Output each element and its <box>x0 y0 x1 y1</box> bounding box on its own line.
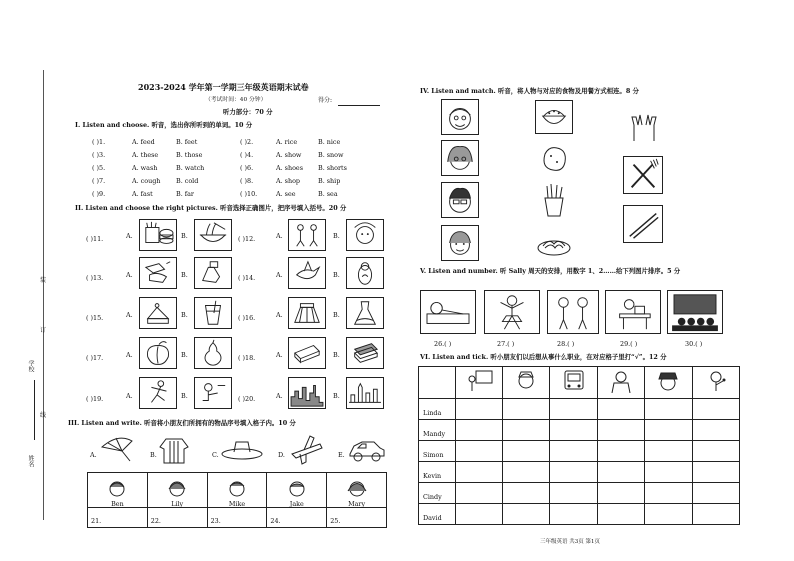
tick-cell[interactable] <box>597 504 644 525</box>
margin-seal-a: 学校 <box>27 360 34 372</box>
running-girl-image <box>139 377 177 409</box>
tick-cell[interactable] <box>645 420 692 441</box>
tick-cell[interactable] <box>503 483 550 504</box>
french-fries-image <box>535 182 573 218</box>
tick-cell[interactable] <box>597 441 644 462</box>
option-b-label: B. <box>333 271 340 279</box>
job-header-cell <box>645 367 692 399</box>
pear-image <box>194 337 232 369</box>
two-kids-image <box>547 290 599 334</box>
option-label: E. <box>338 451 345 459</box>
tick-cell[interactable] <box>503 441 550 462</box>
option-label: D. <box>278 451 285 459</box>
burger-fries-image <box>139 219 177 251</box>
option-a-label: A. <box>276 351 283 359</box>
picture-item-label: ( )15. <box>86 314 104 322</box>
listening-part-label: 听力部分：70 分 <box>223 108 273 116</box>
kid-name: Jake <box>289 499 304 508</box>
kid-name: Mike <box>228 499 246 508</box>
child-name-cell: Simon <box>419 441 456 462</box>
option-b-label: B. <box>333 232 340 240</box>
page-footer: 三年级英语 共3页 第1页 <box>540 539 600 545</box>
margin-seal-e: 姓名 <box>27 455 34 467</box>
kid-face-icon <box>105 479 129 497</box>
cake-image <box>139 297 177 329</box>
girl-at-window-image <box>194 377 232 409</box>
job-header-cell <box>550 367 597 399</box>
teacher-icon <box>464 369 494 393</box>
owners-table <box>87 472 387 528</box>
toy-plane-image <box>286 432 326 466</box>
tick-cell[interactable] <box>645 399 692 420</box>
section4-heading: IV. Listen and match. 听音，将人物与对应的食物及用餐方式相连。8 分 <box>420 87 639 95</box>
tick-cell[interactable] <box>455 441 502 462</box>
peach-image <box>139 337 177 369</box>
police-officer-icon <box>653 369 683 393</box>
picture-item-label: ( )14. <box>238 274 256 282</box>
tick-cell[interactable] <box>692 504 739 525</box>
picture-item-label: ( )12. <box>238 235 256 243</box>
tick-cell[interactable] <box>503 399 550 420</box>
dress-image <box>346 297 384 329</box>
tick-cell[interactable] <box>645 504 692 525</box>
hat-image <box>220 438 264 462</box>
umbrella-image <box>98 433 138 465</box>
answer-blank[interactable]: 25. <box>327 508 387 528</box>
tick-cell[interactable] <box>550 420 597 441</box>
noodles-bowl-image <box>194 219 232 251</box>
child-name-cell: Cindy <box>419 483 456 504</box>
tick-cell[interactable] <box>645 441 692 462</box>
choice-item: ( )6. A. shoes B. shorts <box>240 164 347 172</box>
option-a-label: A. <box>126 392 133 400</box>
tick-cell[interactable] <box>503 504 550 525</box>
order-blank[interactable]: 26.( ) <box>434 340 452 348</box>
girl-face-image <box>441 225 479 261</box>
choice-item: ( )5. A. wash B. watch <box>92 164 205 172</box>
option-a-label: A. <box>126 351 133 359</box>
penguin-image <box>346 257 384 289</box>
picture-item-label: ( )17. <box>86 354 104 362</box>
tick-cell[interactable] <box>503 420 550 441</box>
tick-cell[interactable] <box>455 504 502 525</box>
tick-cell[interactable] <box>455 462 502 483</box>
option-b-label: B. <box>181 392 188 400</box>
tick-cell[interactable] <box>550 504 597 525</box>
potato-image <box>535 142 573 176</box>
kid-cell <box>267 473 327 508</box>
open-box-image <box>346 337 384 369</box>
option-a-label: A. <box>126 271 133 279</box>
skirt-image <box>288 297 326 329</box>
fork-knife-image <box>623 156 663 194</box>
section3-heading: III. Listen and write. 听音将小朋友们所拥有的物品序号填入格子内。10 分 <box>68 419 296 427</box>
kid-name: Mary <box>348 499 366 508</box>
option-label: C. <box>212 451 219 459</box>
tick-cell[interactable] <box>692 420 739 441</box>
child-name-cell: Mandy <box>419 420 456 441</box>
tick-cell[interactable] <box>597 420 644 441</box>
child-name-cell: Linda <box>419 399 456 420</box>
answer-blank[interactable]: 21. <box>88 508 148 528</box>
singer-icon <box>701 369 731 393</box>
job-header-cell <box>692 367 739 399</box>
doctor-icon <box>606 369 636 393</box>
studying-kid-image <box>605 290 661 334</box>
picture-item-label: ( )13. <box>86 274 104 282</box>
choice-item: ( )8. A. shop B. ship <box>240 177 341 185</box>
picture-item-label: ( )20. <box>238 395 256 403</box>
order-blank[interactable]: 29.( ) <box>620 340 638 348</box>
grandma-face-image <box>441 140 479 176</box>
kid-cell <box>88 473 148 508</box>
tick-cell[interactable] <box>455 483 502 504</box>
toy-car-image <box>346 434 386 464</box>
city-view-image <box>288 377 326 409</box>
choice-item: ( )7. A. cough B. cold <box>92 177 199 185</box>
pencil-box-image <box>288 337 326 369</box>
job-header-cell <box>503 367 550 399</box>
option-a-label: A. <box>126 311 133 319</box>
section1-heading: I. Listen and choose. 听音，选出你所听到的单词。10 分 <box>75 121 253 129</box>
child-name-cell: Kevin <box>419 462 456 483</box>
kid-cell <box>207 473 267 508</box>
nurse-icon <box>511 369 541 393</box>
driver-icon <box>559 369 589 393</box>
choice-item: ( )1. A. feed B. feet <box>92 138 198 146</box>
option-b-label: B. <box>181 351 188 359</box>
watch-hand-image <box>194 257 232 289</box>
kids-playing-image <box>288 219 326 251</box>
option-a-label: A. <box>276 271 283 279</box>
margin-seal-b: 装 <box>40 277 47 284</box>
section6-heading: VI. Listen and tick. 听小朋友们以后想从事什么职业，在对应格子里打“√”。12 分 <box>420 353 667 361</box>
page-title: 2023-2024 学年第一学期三年级英语期末试卷 <box>138 82 309 92</box>
choice-item: ( )9. A. fast B. far <box>92 190 194 198</box>
kid-cell <box>327 473 387 508</box>
tick-cell[interactable] <box>692 399 739 420</box>
picture-item-label: ( )19. <box>86 395 104 403</box>
tick-cell[interactable] <box>550 441 597 462</box>
option-a-label: A. <box>276 232 283 240</box>
job-header-cell <box>597 367 644 399</box>
kid-face-icon <box>285 479 309 497</box>
chopsticks-image <box>623 205 663 243</box>
tick-cell[interactable] <box>645 483 692 504</box>
noodle-plate-image <box>535 226 573 260</box>
answer-blank[interactable]: 24. <box>267 508 327 528</box>
order-blank[interactable]: 27.( ) <box>497 340 515 348</box>
choice-item: ( )4. A. show B. snow <box>240 151 344 159</box>
option-a-label: A. <box>276 392 283 400</box>
score-label: 得分: <box>318 97 333 104</box>
section5-heading: V. Listen and number. 听 Sally 周天的安排，用数字 1、2……给下列图片排序。5 分 <box>420 267 681 275</box>
tick-cell[interactable] <box>645 462 692 483</box>
order-blank[interactable]: 30.( ) <box>685 340 703 348</box>
picture-item-label: ( )16. <box>238 314 256 322</box>
job-header-cell <box>455 367 502 399</box>
option-label: A. <box>90 451 97 459</box>
tick-cell[interactable] <box>550 462 597 483</box>
choice-item: ( )2. A. rice B. nice <box>240 138 341 146</box>
option-b-label: B. <box>333 311 340 319</box>
option-b-label: B. <box>181 232 188 240</box>
answer-blank[interactable]: 23. <box>207 508 267 528</box>
order-blank[interactable]: 28.( ) <box>557 340 575 348</box>
tick-cell[interactable] <box>597 462 644 483</box>
answer-blank[interactable]: 22. <box>147 508 207 528</box>
margin-seal-d: 线 <box>40 412 47 419</box>
kid-face-icon <box>225 479 249 497</box>
kid-cell <box>147 473 207 508</box>
kid-name: Lily <box>171 499 184 508</box>
snow-face-image <box>346 219 384 251</box>
child-name-cell: David <box>419 504 456 525</box>
option-a-label: A. <box>126 232 133 240</box>
option-b-label: B. <box>333 392 340 400</box>
grandpa-face-image <box>441 99 479 135</box>
tick-cell[interactable] <box>455 420 502 441</box>
hands-image <box>626 111 662 145</box>
option-a-label: A. <box>276 311 283 319</box>
rice-bowl-image <box>535 100 573 134</box>
tick-cell[interactable] <box>503 462 550 483</box>
hand-wash-image <box>139 257 177 289</box>
tick-cell[interactable] <box>597 483 644 504</box>
choice-item: ( )10. A. see B. sea <box>240 190 338 198</box>
choice-item: ( )3. A. these B. those <box>92 151 203 159</box>
score-blank-line <box>338 105 380 106</box>
kid-face-icon <box>345 479 369 497</box>
tick-cell[interactable] <box>692 462 739 483</box>
career-tick-table <box>418 366 740 525</box>
boy-face-image <box>441 182 479 218</box>
corner-cell <box>419 367 456 399</box>
tick-cell[interactable] <box>597 399 644 420</box>
bird-image <box>288 257 326 289</box>
tick-cell[interactable] <box>692 441 739 462</box>
option-b-label: B. <box>181 311 188 319</box>
picture-item-label: ( )11. <box>86 235 104 243</box>
dancing-girl-image <box>484 290 540 334</box>
margin-seal-c: 订 <box>40 327 47 334</box>
sweater-image <box>158 435 190 465</box>
section2-heading: II. Listen and choose the right pictures. 听音选择正确图片，把序号填入括号。20 分 <box>75 204 347 212</box>
sleeping-girl-image <box>420 290 476 334</box>
option-b-label: B. <box>181 271 188 279</box>
tick-cell[interactable] <box>455 399 502 420</box>
kid-name: Ben <box>111 499 124 508</box>
exam-time-note: （考试时间：40 分钟） <box>205 97 267 103</box>
tick-cell[interactable] <box>550 399 597 420</box>
skyline-image <box>346 377 384 409</box>
tick-cell[interactable] <box>692 483 739 504</box>
juice-glass-image <box>194 297 232 329</box>
option-label: B. <box>150 451 157 459</box>
binding-line <box>43 70 44 520</box>
option-b-label: B. <box>333 351 340 359</box>
picture-item-label: ( )18. <box>238 354 256 362</box>
tick-cell[interactable] <box>550 483 597 504</box>
margin-name-line <box>34 380 35 440</box>
cinema-image <box>667 290 723 334</box>
kid-face-icon <box>165 479 189 497</box>
